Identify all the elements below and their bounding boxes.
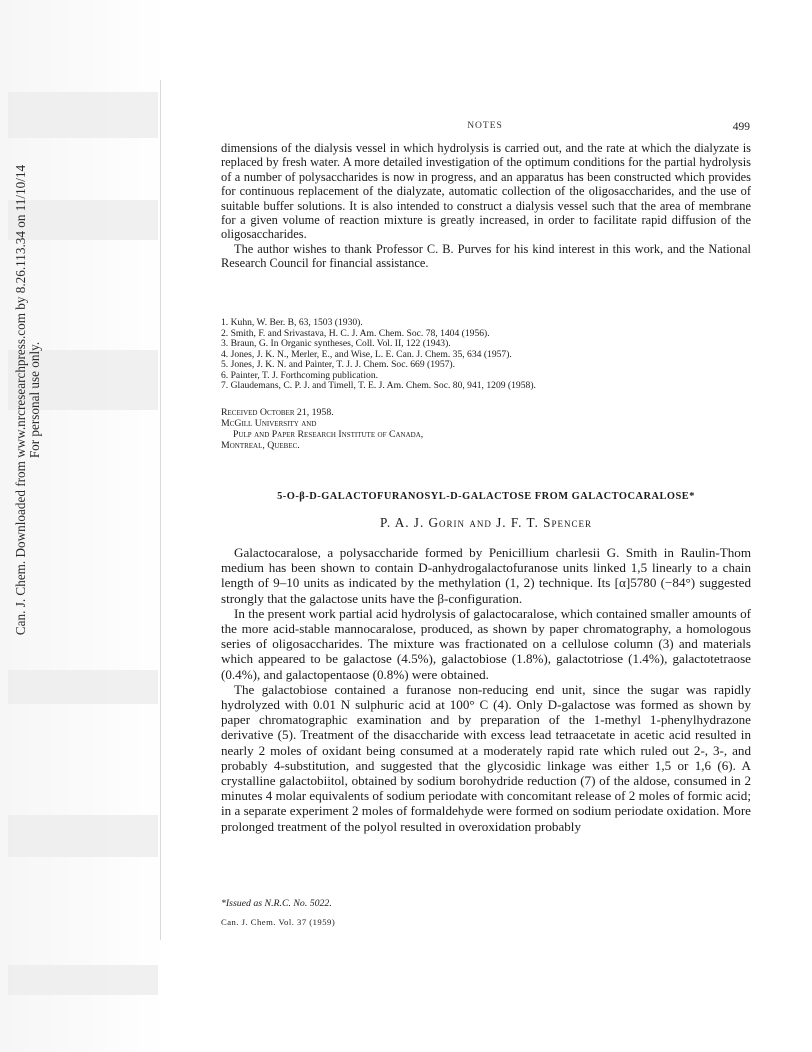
received-block <box>221 407 751 451</box>
reference-item: 7. Glaudemans, C. P. J. and Timell, T. E. J. Am. Chem. Soc. 80, 941, 1209 (1958). <box>221 380 536 391</box>
scan-artifact <box>8 815 158 857</box>
article-authors: P. A. J. Gorin and J. F. T. Spencer <box>379 515 593 530</box>
reference-item: 3. Braun, G. In Organic syntheses, Coll. Vol. II, 122 (1943). <box>221 338 451 349</box>
watermark-line-1: Can. J. Chem. Downloaded from www.nrcresearchpress.com by 8.26.113.34 on 11/10/14 <box>13 164 28 636</box>
received-date: Received October 21, 1958. <box>221 407 334 418</box>
watermark-line-2: For personal use only. <box>27 341 42 459</box>
footnote-issued: *Issued as N.R.C. No. 5022. <box>221 898 332 909</box>
journal-citation: Can. J. Chem. Vol. 37 (1959) <box>221 917 336 927</box>
page-header <box>220 121 750 137</box>
body-paragraph: The galactobiose contained a furanose non-reducing end unit, since the sugar was rapidly hydrolyzed with 0.01 N sulphuric acid at 100° C (4). Only D-galactose was formed as shown by paper chromatographic examination and by preparation of the 1-methyl 1-phenylhydrazone derivative (5). Treatment of the disaccharide with excess lead tetraacetate in acetic acid resulted in nearly 2 moles of oxidant being consumed at a moderately rapid rate which ruled out 2-, 3-, and probably 4-substitution, and suggested that the glycosidic linkage was either 1,5 or 1,6 (6). A crystalline galactobiitol, obtained by sodium borohydride reduction (7) of the aldose, consumed in 2 minutes 4 molar equivalents of sodium periodate with concomitant release of 2 moles of formic acid; in a separate experiment 2 moles of formaldehyde were formed on sodium periodate oxidation. More prolonged treatment of the polyol resulted in overoxidation probably <box>221 681 751 834</box>
reference-item: 5. Jones, J. K. N. and Painter, T. J. J. Chem. Soc. 669 (1957). <box>221 359 456 370</box>
body-paragraph: In the present work partial acid hydrolysis of galactocaralose, which contained smaller amounts of the more acid-stable mannocaralose, produced, as shown by paper chromatography, a homologous series of oligosaccharides. The mixture was fractionated on a cellulose column (3) and materials which appeared to be galactose (4.5%), galactobiose (1.8%), galactotriose (1.4%), galactotetraose (0.4%), and galactopentaose (0.8%) were obtained. <box>221 605 751 682</box>
reference-item: 4. Jones, J. K. N., Merler, E., and Wise, L. E. Can. J. Chem. 35, 634 (1957). <box>221 348 512 360</box>
body-paragraph: Galactocaralose, a polysaccharide formed by Penicillium charlesii G. Smith in Raulin-Thom medium has been shown to contain D-anhydrogalactofuranose units linked 1,5 linearly to a chain length of 9–10 units as indicated by the methylation (1, 2) technique. Its [α]5780 (−84°) suggested strongly that the galactose units have the β-configuration. <box>221 545 751 606</box>
previous-note-body <box>221 141 751 271</box>
reference-item: 1. Kuhn, W. Ber. B, 63, 1503 (1930). <box>221 317 363 328</box>
page-edge <box>160 80 161 940</box>
page-number: 499 <box>732 121 750 133</box>
scan-artifact <box>8 965 158 995</box>
affiliation-line: McGill University and <box>221 418 317 429</box>
reference-item: 2. Smith, F. and Srivastava, H. C. J. Am. Chem. Soc. 78, 1404 (1956). <box>221 327 490 339</box>
scan-artifact <box>8 670 158 704</box>
watermark-text <box>14 165 42 635</box>
reference-item: 6. Painter, T. J. Forthcoming publication. <box>221 369 379 381</box>
article-title: 5-O-β-D-GALACTOFURANOSYL-D-GALACTOSE FROM GALACTOCARALOSE* <box>277 491 695 502</box>
reference-list <box>221 318 751 392</box>
running-head: NOTES <box>467 121 503 131</box>
affiliation-line: Montreal, Quebec. <box>221 440 300 451</box>
scan-artifact <box>8 92 158 138</box>
affiliation-line: Pulp and Paper Research Institute of Canada, <box>233 429 424 440</box>
continued-paragraph: dimensions of the dialysis vessel in which hydrolysis is carried out, and the rate at which the dialyzate is replaced by fresh water. A more detailed investigation of the optimum conditions for the partial hydrolysis of a number of polysaccharides is now in progress, and an apparatus has been constructed which provides for continuous replacement of the dialyzate, automatic collection of the oligosaccharides, and the use of suitable buffer solutions. It is also intended to construct a dialysis vessel such that the area of membrane for a given volume of reaction mixture is greatly increased, in order to facilitate rapid diffusion of the oligosaccharides. <box>221 141 751 242</box>
acknowledgment: The author wishes to thank Professor C. B. Purves for his kind interest in this work, and the National Research Council for financial assistance. <box>221 241 751 271</box>
references <box>221 318 751 392</box>
article-body <box>221 545 751 834</box>
